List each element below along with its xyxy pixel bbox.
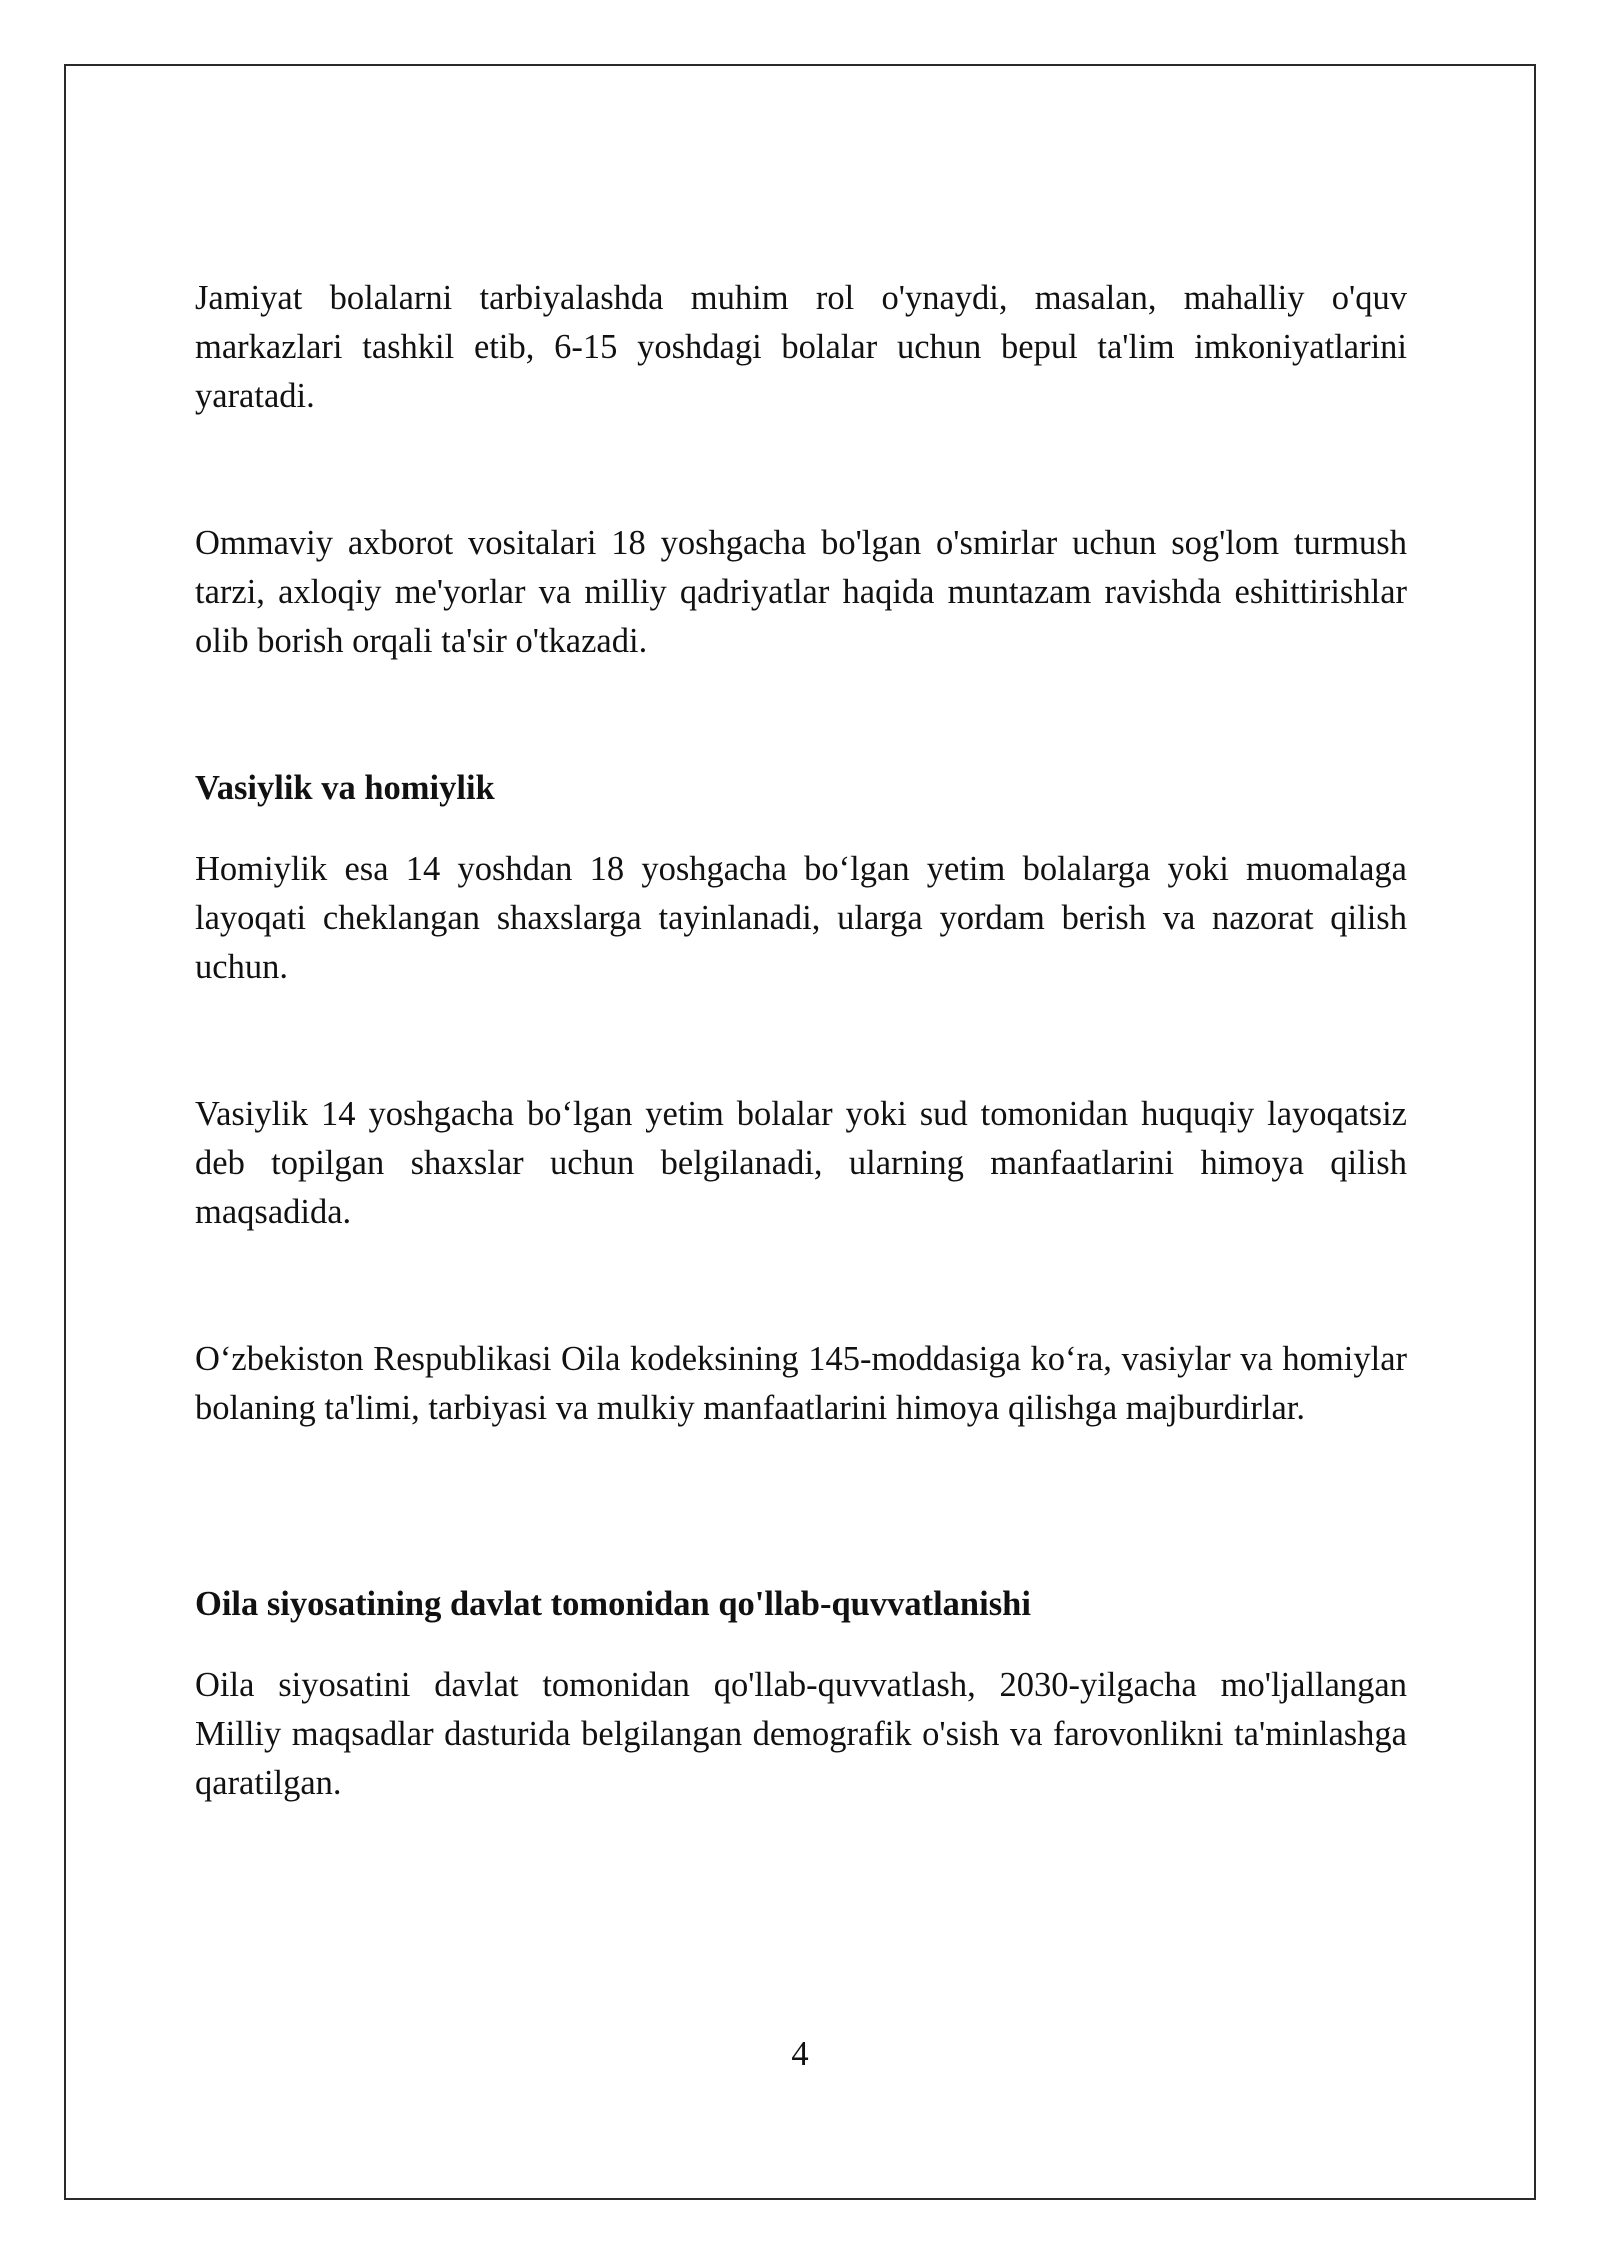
- paragraph-guardianship: Vasiylik 14 yoshgacha bo‘lgan yetim bolalar yoki sud tomonidan huquqiy layoqatsiz deb topilgan shaxslar uchun belgilanadi, ularning manfaatlarini himoya qilish maqsadida.: [195, 1095, 1407, 1231]
- section-heading-guardianship: Vasiylik va homiylik: [195, 769, 495, 807]
- section-heading-family-policy: Oila siyosatining davlat tomonidan qo'llab-quvvatlanishi: [195, 1585, 1031, 1623]
- paragraph-community: Jamiyat bolalarni tarbiyalashda muhim rol o'ynaydi, masalan, mahalliy o'quv markazlari tashkil etib, 6-15 yoshdagi bolalar uchun bepul ta'lim imkoniyatlarini yaratadi.: [195, 279, 1407, 415]
- paragraph-family-code: O‘zbekiston Respublikasi Oila kodeksining 145-moddasiga ko‘ra, vasiylar va homiylar bolaning ta'limi, tarbiyasi va mulkiy manfaatlarini himoya qilishga majburdirlar.: [195, 1340, 1407, 1427]
- paragraph-family-policy: Oila siyosatini davlat tomonidan qo'llab-quvvatlash, 2030-yilgacha mo'ljallangan Milliy maqsadlar dasturida belgilangan demografik o'sish va farovonlikni ta'minlashga qaratilgan.: [195, 1666, 1407, 1802]
- paragraph-media: Ommaviy axborot vositalari 18 yoshgacha bo'lgan o'smirlar uchun sog'lom turmush tarzi, axloqiy me'yorlar va milliy qadriyatlar haqida muntazam ravishda eshittirishlar olib borish orqali ta'sir o'tkazadi.: [195, 524, 1407, 660]
- page-number: 4: [791, 2035, 809, 2073]
- paragraph-trusteeship: Homiylik esa 14 yoshdan 18 yoshgacha bo‘lgan yetim bolalarga yoki muomalaga layoqati cheklangan shaxslarga tayinlanadi, ularga yordam berish va nazorat qilish uchun.: [195, 850, 1407, 986]
